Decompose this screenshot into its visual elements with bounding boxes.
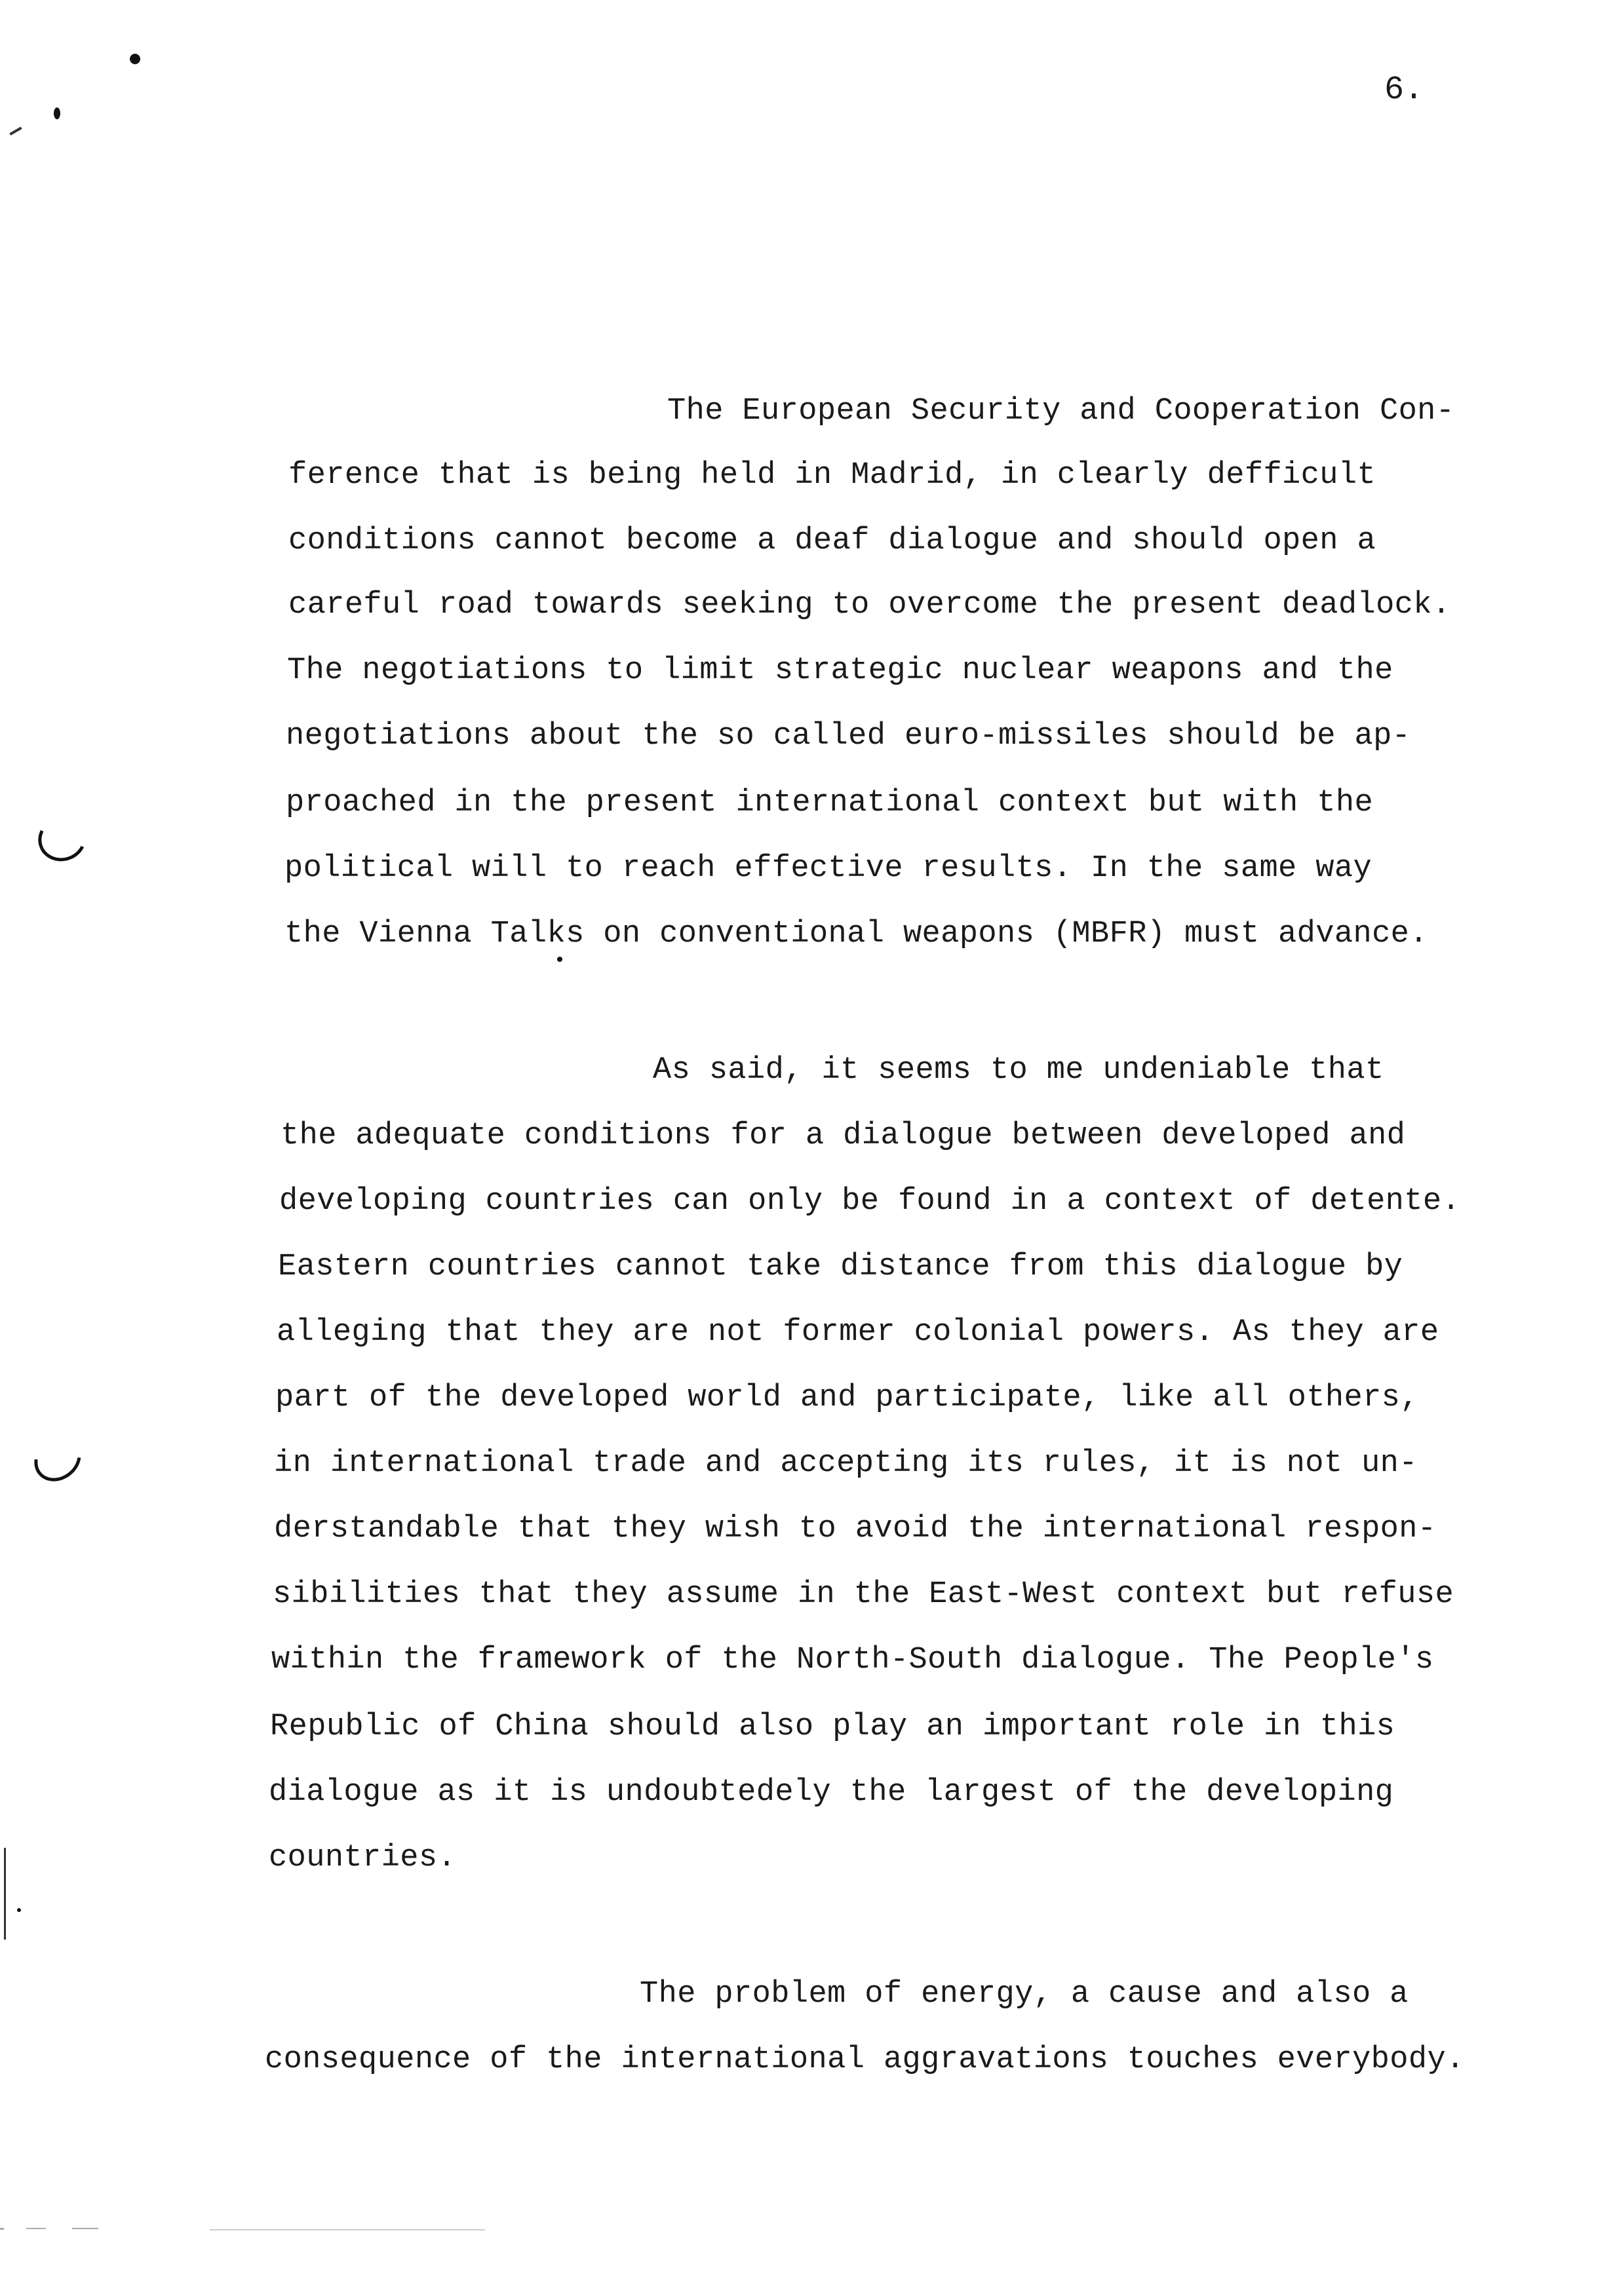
paragraph-line: alleging that they are not former colonial powers. As they are: [277, 1315, 1439, 1350]
paragraph-line: derstandable that they wish to avoid the international respon-: [274, 1512, 1437, 1546]
scan-speck: [17, 1908, 21, 1912]
paragraph-line: dialogue as it is undoubtedely the largest of the developing: [269, 1775, 1394, 1810]
paragraph-line: Eastern countries cannot take distance from this dialogue by: [278, 1250, 1403, 1284]
paragraph-line: countries.: [269, 1841, 457, 1875]
scan-speck: [0, 2228, 4, 2230]
punch-hole-mark: [25, 1426, 90, 1491]
paragraph-line: the Vienna Talks on conventional weapons (MBFR) must advance.: [284, 917, 1428, 951]
scan-speck: [26, 2228, 46, 2229]
paragraph-line: As said, it seems to me undeniable that: [653, 1053, 1384, 1088]
paragraph-line: proached in the present international context but with the: [286, 786, 1374, 820]
scan-speck: [130, 54, 140, 64]
paragraph-line: careful road towards seeking to overcome the present deadlock.: [288, 588, 1451, 622]
scan-speck: [557, 957, 562, 962]
paragraph-line: conditions cannot become a deaf dialogue and should open a: [288, 524, 1376, 558]
scan-speck: [72, 2228, 98, 2229]
paragraph-line: political will to reach effective results. In the same way: [284, 851, 1372, 886]
punch-hole-mark: [32, 809, 93, 868]
paragraph-line: consequence of the international aggravations touches everybody.: [265, 2042, 1465, 2077]
paragraph-line: sibilities that they assume in the East-West context but refuse: [273, 1577, 1454, 1612]
paragraph-line: the adequate conditions for a dialogue between developed and: [281, 1119, 1406, 1153]
margin-line: [4, 1848, 6, 1940]
paragraph-line: The negotiations to limit strategic nuclear weapons and the: [287, 653, 1393, 688]
paragraph-line: Republic of China should also play an important role in this: [270, 1710, 1395, 1744]
paragraph-line: The problem of energy, a cause and also a: [640, 1977, 1409, 2012]
scan-speck: [54, 107, 60, 119]
scan-speck: [9, 126, 22, 135]
paragraph-line: negotiations about the so called euro-missiles should be ap-: [286, 719, 1411, 754]
paragraph-line: The European Security and Cooperation Con-: [667, 394, 1455, 429]
paragraph-line: in international trade and accepting its rules, it is not un-: [274, 1446, 1418, 1481]
paragraph-line: developing countries can only be found in a context of detente.: [279, 1184, 1461, 1219]
scan-speck: [210, 2229, 485, 2230]
paragraph-line: part of the developed world and participate, like all others,: [275, 1381, 1419, 1415]
paragraph-line: within the framework of the North-South dialogue. The People's: [271, 1643, 1434, 1677]
page-number: 6.: [1384, 71, 1424, 109]
paragraph-line: ference that is being held in Madrid, in clearly defficult: [288, 458, 1376, 493]
